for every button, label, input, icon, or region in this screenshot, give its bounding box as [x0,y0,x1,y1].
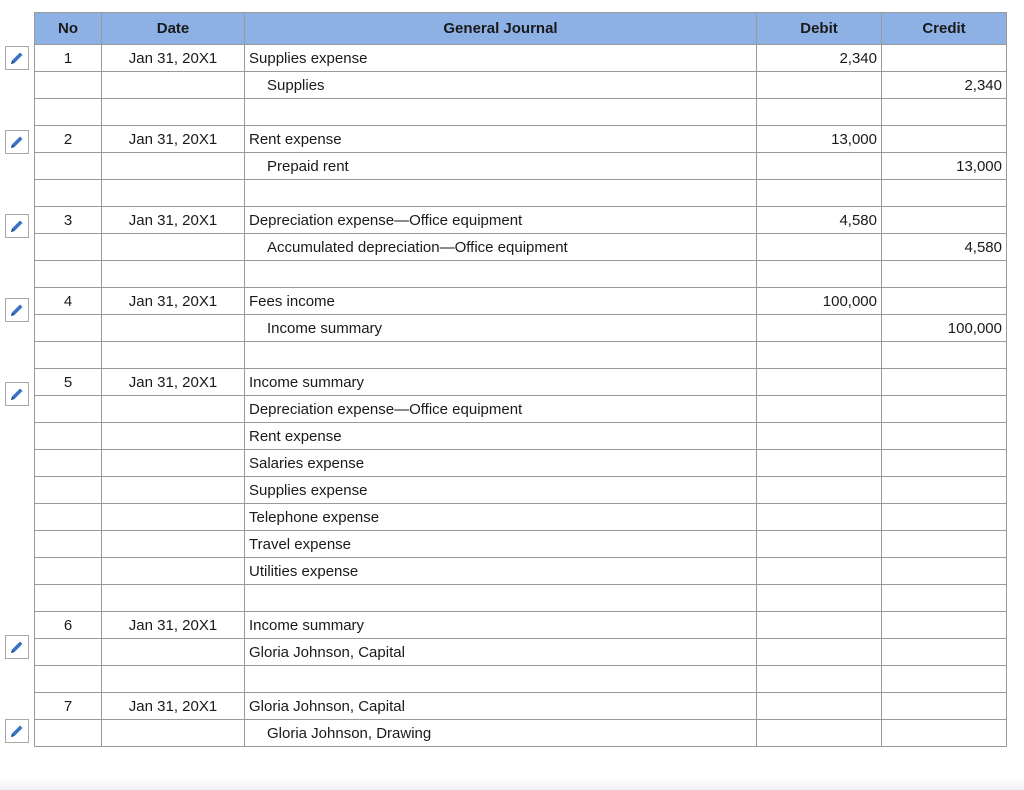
debit-cell[interactable] [757,639,882,666]
debit-cell[interactable] [757,477,882,504]
credit-cell[interactable] [882,477,1007,504]
pencil-icon [9,639,25,655]
entry-number-cell[interactable] [35,234,102,261]
table-row [35,612,1007,639]
entry-number-cell[interactable] [35,396,102,423]
credit-cell[interactable]: 100,000 [882,315,1007,342]
date-cell[interactable] [102,234,245,261]
date-cell[interactable] [102,585,245,612]
debit-cell[interactable] [757,558,882,585]
credit-cell[interactable] [882,288,1007,315]
date-cell[interactable] [102,558,245,585]
credit-cell[interactable] [882,342,1007,369]
debit-cell[interactable]: 100,000 [757,288,882,315]
entry-number-cell[interactable]: 2 [35,126,102,153]
entry-number-cell[interactable] [35,99,102,126]
table-row [35,450,1007,477]
table-row [35,288,1007,315]
table-row [35,126,1007,153]
date-cell[interactable] [102,315,245,342]
pencil-icon [9,386,25,402]
table-row [35,504,1007,531]
pencil-icon [9,134,25,150]
debit-cell[interactable] [757,261,882,288]
debit-cell[interactable] [757,396,882,423]
entry-number-cell[interactable]: 5 [35,369,102,396]
date-cell[interactable] [102,342,245,369]
bottom-edge [0,778,1024,790]
table-row [35,531,1007,558]
account-cell[interactable]: Fees income [245,288,757,315]
debit-cell[interactable] [757,342,882,369]
general-journal-table [34,12,1007,747]
credit-cell[interactable] [882,639,1007,666]
edit-entry-1-button[interactable] [5,46,29,70]
table-row [35,369,1007,396]
pencil-icon [9,50,25,66]
credit-cell[interactable] [882,423,1007,450]
date-cell[interactable]: Jan 31, 20X1 [102,612,245,639]
table-row [35,558,1007,585]
entry-number-cell[interactable]: 3 [35,207,102,234]
credit-cell[interactable] [882,558,1007,585]
account-cell[interactable]: Income summary [245,315,757,342]
account-cell[interactable] [245,585,757,612]
date-cell[interactable] [102,531,245,558]
account-cell[interactable]: Rent expense [245,126,757,153]
table-row [35,153,1007,180]
account-cell[interactable]: Salaries expense [245,450,757,477]
date-cell[interactable]: Jan 31, 20X1 [102,369,245,396]
account-cell[interactable] [245,261,757,288]
account-cell[interactable]: Gloria Johnson, Capital [245,639,757,666]
debit-cell[interactable]: 4,580 [757,207,882,234]
edit-entry-3-button[interactable] [5,214,29,238]
edit-button-column [0,0,34,790]
credit-cell[interactable] [882,450,1007,477]
table-row [35,423,1007,450]
date-cell[interactable] [102,99,245,126]
credit-cell[interactable] [882,720,1007,747]
account-cell[interactable]: Gloria Johnson, Capital [245,693,757,720]
date-cell[interactable] [102,477,245,504]
table-row [35,72,1007,99]
table-row [35,693,1007,720]
account-cell[interactable]: Income summary [245,612,757,639]
account-cell[interactable] [245,342,757,369]
entry-number-cell[interactable] [35,315,102,342]
account-cell[interactable]: Travel expense [245,531,757,558]
debit-cell[interactable] [757,612,882,639]
entry-number-cell[interactable]: 1 [35,45,102,72]
table-row [35,315,1007,342]
column-header-credit: Credit [882,13,1007,45]
date-cell[interactable] [102,72,245,99]
pencil-icon [9,218,25,234]
column-header-no: No [35,13,102,45]
pencil-icon [9,723,25,739]
account-cell[interactable]: Depreciation expense—Office equipment [245,207,757,234]
table-row [35,180,1007,207]
table-row [35,342,1007,369]
entry-number-cell[interactable] [35,153,102,180]
edit-entry-7-button[interactable] [5,719,29,743]
entry-number-cell[interactable] [35,342,102,369]
debit-cell[interactable] [757,666,882,693]
edit-entry-5-button[interactable] [5,382,29,406]
table-row [35,585,1007,612]
table-row [35,234,1007,261]
date-cell[interactable] [102,423,245,450]
account-cell[interactable]: Telephone expense [245,504,757,531]
table-row [35,396,1007,423]
credit-cell[interactable]: 4,580 [882,234,1007,261]
debit-cell[interactable] [757,504,882,531]
date-cell[interactable] [102,720,245,747]
credit-cell[interactable] [882,99,1007,126]
table-row [35,477,1007,504]
entry-number-cell[interactable]: 4 [35,288,102,315]
debit-cell[interactable] [757,693,882,720]
column-header-date: Date [102,13,245,45]
date-cell[interactable]: Jan 31, 20X1 [102,126,245,153]
journal-body [35,45,1007,747]
column-header-debit: Debit [757,13,882,45]
entry-number-cell[interactable] [35,72,102,99]
credit-cell[interactable] [882,693,1007,720]
debit-cell[interactable] [757,180,882,207]
debit-cell[interactable]: 2,340 [757,45,882,72]
entry-number-cell[interactable] [35,720,102,747]
credit-cell[interactable] [882,396,1007,423]
credit-cell[interactable] [882,126,1007,153]
table-row [35,720,1007,747]
entry-number-cell[interactable] [35,261,102,288]
entry-number-cell[interactable] [35,477,102,504]
account-cell[interactable]: Depreciation expense—Office equipment [245,396,757,423]
credit-cell[interactable] [882,45,1007,72]
date-cell[interactable]: Jan 31, 20X1 [102,45,245,72]
entry-number-cell[interactable] [35,531,102,558]
account-cell[interactable]: Prepaid rent [245,153,757,180]
table-row [35,99,1007,126]
credit-cell[interactable] [882,666,1007,693]
account-cell[interactable]: Income summary [245,369,757,396]
entry-number-cell[interactable]: 7 [35,693,102,720]
credit-cell[interactable] [882,369,1007,396]
credit-cell[interactable]: 2,340 [882,72,1007,99]
entry-number-cell[interactable] [35,504,102,531]
date-cell[interactable]: Jan 31, 20X1 [102,207,245,234]
table-row [35,639,1007,666]
credit-cell[interactable] [882,504,1007,531]
date-cell[interactable] [102,180,245,207]
debit-cell[interactable] [757,423,882,450]
edit-entry-4-button[interactable] [5,298,29,322]
credit-cell[interactable] [882,207,1007,234]
debit-cell[interactable] [757,99,882,126]
debit-cell[interactable] [757,585,882,612]
debit-cell[interactable] [757,315,882,342]
table-row [35,666,1007,693]
edit-entry-2-button[interactable] [5,130,29,154]
account-cell[interactable]: Supplies [245,72,757,99]
date-cell[interactable] [102,666,245,693]
account-cell[interactable] [245,99,757,126]
date-cell[interactable] [102,396,245,423]
edit-entry-6-button[interactable] [5,635,29,659]
entry-number-cell[interactable] [35,558,102,585]
column-header-general-journal: General Journal [245,13,757,45]
credit-cell[interactable] [882,531,1007,558]
credit-cell[interactable]: 13,000 [882,153,1007,180]
account-cell[interactable]: Accumulated depreciation—Office equipment [245,234,757,261]
entry-number-cell[interactable] [35,450,102,477]
pencil-icon [9,302,25,318]
account-cell[interactable]: Gloria Johnson, Drawing [245,720,757,747]
table-row [35,45,1007,72]
credit-cell[interactable] [882,612,1007,639]
account-cell[interactable]: Supplies expense [245,45,757,72]
entry-number-cell[interactable] [35,180,102,207]
account-cell[interactable] [245,180,757,207]
date-cell[interactable] [102,153,245,180]
entry-number-cell[interactable] [35,639,102,666]
debit-cell[interactable] [757,531,882,558]
date-cell[interactable] [102,450,245,477]
account-cell[interactable] [245,666,757,693]
date-cell[interactable]: Jan 31, 20X1 [102,693,245,720]
debit-cell[interactable] [757,369,882,396]
entry-number-cell[interactable] [35,423,102,450]
debit-cell[interactable] [757,153,882,180]
debit-cell[interactable] [757,720,882,747]
debit-cell[interactable] [757,450,882,477]
credit-cell[interactable] [882,180,1007,207]
entry-number-cell[interactable] [35,666,102,693]
date-cell[interactable]: Jan 31, 20X1 [102,288,245,315]
credit-cell[interactable] [882,261,1007,288]
account-cell[interactable]: Rent expense [245,423,757,450]
account-cell[interactable]: Supplies expense [245,477,757,504]
table-row [35,261,1007,288]
date-cell[interactable] [102,261,245,288]
debit-cell[interactable]: 13,000 [757,126,882,153]
header-row [35,13,1007,45]
entry-number-cell[interactable]: 6 [35,612,102,639]
date-cell[interactable] [102,504,245,531]
credit-cell[interactable] [882,585,1007,612]
account-cell[interactable]: Utilities expense [245,558,757,585]
debit-cell[interactable] [757,234,882,261]
debit-cell[interactable] [757,72,882,99]
entry-number-cell[interactable] [35,585,102,612]
date-cell[interactable] [102,639,245,666]
table-row [35,207,1007,234]
